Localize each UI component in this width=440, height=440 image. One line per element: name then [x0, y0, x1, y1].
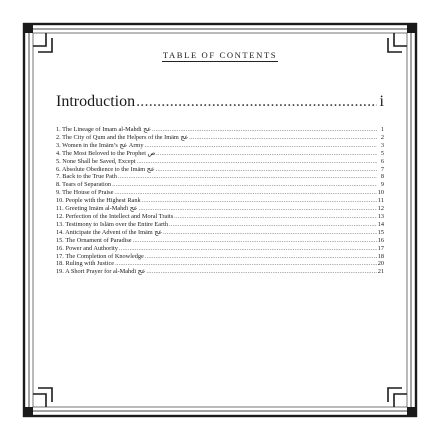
toc-entry-label: 16. Power and Authority	[56, 244, 118, 252]
toc-entry-page: 18	[377, 252, 384, 260]
toc-entry-page: 13	[377, 212, 384, 220]
toc-content	[56, 50, 384, 276]
toc-entry-label: 18. Ruling with Justice	[56, 260, 115, 268]
toc-entry-label: 6. Absolute Obedience to the Imām عج	[56, 165, 155, 173]
toc-entry[interactable]	[56, 253, 384, 261]
toc-entry-label: 3. Women in the Imām’s عج Army	[56, 141, 144, 149]
toc-entry-page: 8	[380, 173, 384, 181]
dot-leader	[152, 126, 377, 134]
dot-leader	[147, 268, 377, 276]
toc-entry[interactable]	[56, 173, 384, 181]
toc-entry-label: 8. Tears of Separation	[56, 181, 112, 189]
toc-entry-page: 16	[377, 236, 384, 244]
dot-leader	[189, 134, 377, 142]
dot-leader	[133, 237, 377, 245]
dot-leader	[114, 189, 376, 197]
toc-entry-page: 5	[380, 149, 384, 157]
toc-entry-label: 7. Back to the True Path	[56, 173, 117, 181]
dot-leader	[137, 158, 377, 166]
toc-entry-label: 10. People with the Highest Rank	[56, 197, 141, 205]
toc-list	[56, 126, 384, 276]
dot-leader	[169, 221, 377, 229]
toc-entry-page: 9	[380, 181, 384, 189]
toc-entry[interactable]	[56, 158, 384, 166]
toc-entry-label: 1. The Lineage of Imam al-Mahdi عج	[56, 126, 151, 133]
toc-entry[interactable]	[56, 150, 384, 158]
toc-entry-label: 17. The Completion of Knowledge	[56, 252, 144, 260]
dot-leader	[115, 260, 377, 268]
toc-entry-page: 11	[377, 197, 384, 205]
toc-entry-page: 1	[380, 126, 384, 133]
toc-entry-label: Introduction	[56, 93, 136, 110]
toc-entry-label: 11. Greeting Imām al-Mahdī عج	[56, 205, 138, 213]
toc-entry-page: 3	[380, 141, 384, 149]
toc-entry-label: 13. Testimony to Islām over the Entire Earth	[56, 220, 169, 228]
toc-entry[interactable]	[56, 268, 384, 276]
dot-leader	[119, 245, 377, 253]
toc-entry-label: 15. The Ornament of Paradise	[56, 236, 132, 244]
toc-entry[interactable]	[56, 134, 384, 142]
toc-entry-introduction[interactable]	[56, 93, 384, 111]
toc-entry-label: 9. The House of Praise	[56, 189, 114, 197]
toc-entry-page: 14	[377, 220, 384, 228]
toc-entry-page: 12	[377, 205, 384, 213]
toc-entry-page: 6	[380, 157, 384, 165]
dot-leader	[112, 181, 377, 189]
toc-entry-page: 2	[380, 133, 384, 141]
dot-leader	[136, 93, 377, 111]
dot-leader	[144, 142, 377, 150]
toc-entry-label: 4. The Most Beloved to the Prophet ص	[56, 149, 156, 157]
toc-entry[interactable]	[56, 197, 384, 205]
toc-entry-label: 2. The City of Qum and the Helpers of the Imām عج	[56, 133, 189, 141]
page-title	[56, 50, 384, 61]
toc-entry[interactable]	[56, 126, 384, 134]
toc-entry[interactable]	[56, 166, 384, 174]
toc-entry[interactable]	[56, 245, 384, 253]
toc-entry[interactable]	[56, 205, 384, 213]
toc-entry[interactable]	[56, 260, 384, 268]
toc-entry[interactable]	[56, 237, 384, 245]
toc-entry[interactable]	[56, 213, 384, 221]
dot-leader	[174, 213, 377, 221]
toc-entry[interactable]	[56, 229, 384, 237]
toc-entry-page: 21	[377, 268, 384, 276]
toc-entry-page: 17	[377, 244, 384, 252]
toc-entry-label: 14. Anticipate the Advent of the Imām عج	[56, 228, 163, 236]
toc-entry-label: 5. None Shall be Saved, Except	[56, 157, 136, 165]
page-title-text: TABLE OF CONTENTS	[162, 50, 278, 60]
dot-leader	[145, 253, 377, 261]
toc-entry-page: 15	[377, 228, 384, 236]
dot-leader	[139, 205, 377, 213]
toc-entry[interactable]	[56, 142, 384, 150]
toc-entry[interactable]	[56, 181, 384, 189]
toc-entry[interactable]	[56, 221, 384, 229]
toc-entry-label: 19. A Short Prayer for al-Mahdī عج	[56, 268, 146, 276]
toc-entry-page: 10	[377, 189, 384, 197]
dot-leader	[156, 166, 377, 174]
dot-leader	[118, 173, 377, 181]
dot-leader	[163, 229, 377, 237]
toc-entry-page: 20	[377, 260, 384, 268]
toc-entry-label: 12. Perfection of the Intellect and Moral Traits	[56, 212, 174, 220]
dot-leader	[156, 150, 377, 158]
toc-entry-page: i	[379, 93, 384, 110]
dot-leader	[142, 197, 377, 205]
toc-entry-page: 7	[380, 165, 384, 173]
toc-entry[interactable]	[56, 189, 384, 197]
